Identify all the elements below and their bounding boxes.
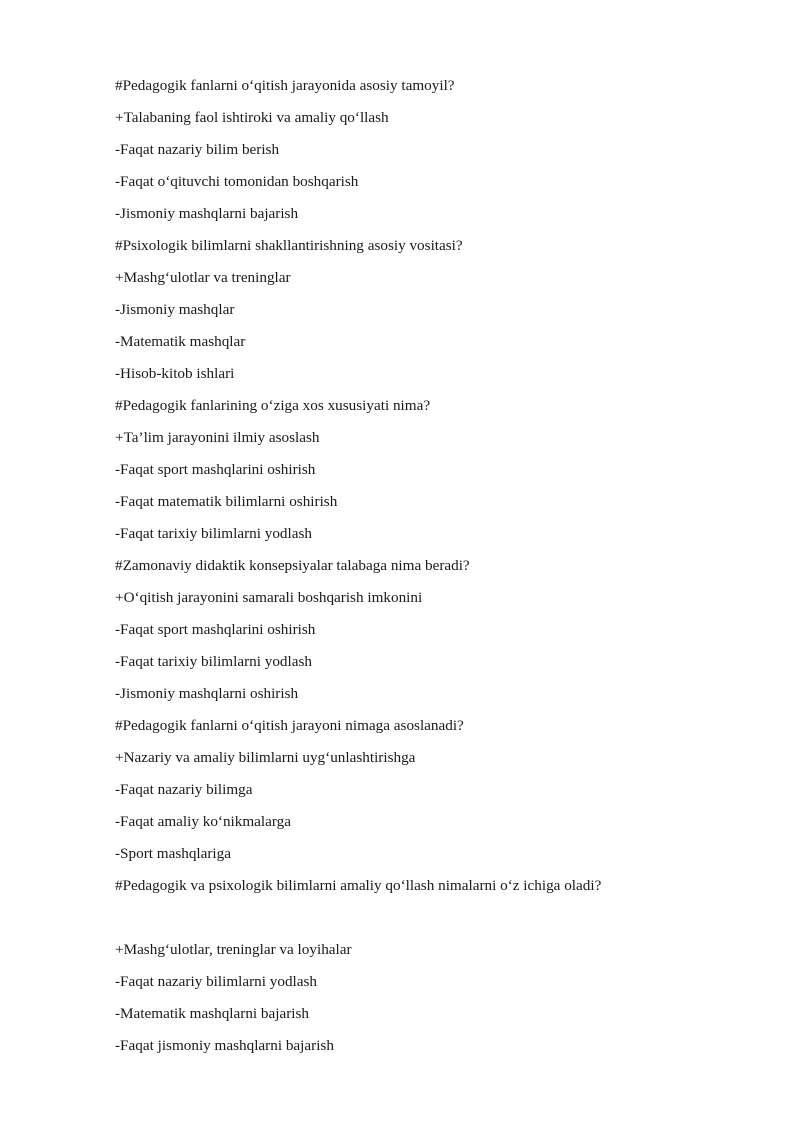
correct-answer-line: +Nazariy va amaliy bilimlarni uyg‘unlashtirishga [115, 749, 416, 766]
correct-answer-line: +Mashg‘ulotlar, treninglar va loyihalar [115, 941, 352, 958]
question-line: #Zamonaviy didaktik konsepsiyalar talabaga nima beradi? [115, 557, 470, 574]
wrong-answer-line: -Faqat o‘qituvchi tomonidan boshqarish [115, 173, 359, 190]
correct-answer-line: +Ta’lim jarayonini ilmiy asoslash [115, 429, 320, 446]
question-line: #Pedagogik fanlarni o‘qitish jarayonida asosiy tamoyil? [115, 77, 455, 94]
wrong-answer-line: -Faqat tarixiy bilimlarni yodlash [115, 653, 312, 670]
wrong-answer-line: -Faqat nazariy bilim berish [115, 141, 280, 158]
wrong-answer-line: -Matematik mashqlarni bajarish [115, 1005, 310, 1022]
wrong-answer-line: -Sport mashqlariga [115, 845, 231, 862]
wrong-answer-line: -Faqat amaliy ko‘nikmalarga [115, 813, 292, 830]
wrong-answer-line: -Faqat tarixiy bilimlarni yodlash [115, 525, 312, 542]
correct-answer-line: +Mashg‘ulotlar va treninglar [115, 269, 291, 286]
wrong-answer-line: -Faqat nazariy bilimga [115, 781, 253, 798]
wrong-answer-line: -Faqat sport mashqlarini oshirish [115, 461, 316, 478]
wrong-answer-line: -Jismoniy mashqlarni bajarish [115, 205, 299, 222]
wrong-answer-line: -Hisob-kitob ishlari [115, 365, 235, 382]
question-line: #Psixologik bilimlarni shakllantirishning asosiy vositasi? [115, 237, 463, 254]
question-line: #Pedagogik fanlarining o‘ziga xos xususiyati nima? [115, 397, 431, 414]
question-list [115, 75, 755, 1067]
question-line: #Pedagogik va psixologik bilimlarni amaliy qo‘llash nimalarni o‘z ichiga oladi? [115, 877, 602, 894]
wrong-answer-line: -Faqat jismoniy mashqlarni bajarish [115, 1037, 334, 1054]
wrong-answer-line: -Jismoniy mashqlarni oshirish [115, 685, 299, 702]
wrong-answer-line: -Faqat sport mashqlarini oshirish [115, 621, 316, 638]
wrong-answer-line: -Jismoniy mashqlar [115, 301, 235, 318]
question-line: #Pedagogik fanlarni o‘qitish jarayoni nimaga asoslanadi? [115, 717, 464, 734]
correct-answer-line: +Talabaning faol ishtiroki va amaliy qo‘llash [115, 109, 389, 126]
wrong-answer-line: -Faqat nazariy bilimlarni yodlash [115, 973, 318, 990]
wrong-answer-line: -Faqat matematik bilimlarni oshirish [115, 493, 338, 510]
correct-answer-line: +O‘qitish jarayonini samarali boshqarish imkonini [115, 589, 423, 606]
wrong-answer-line: -Matematik mashqlar [115, 333, 246, 350]
